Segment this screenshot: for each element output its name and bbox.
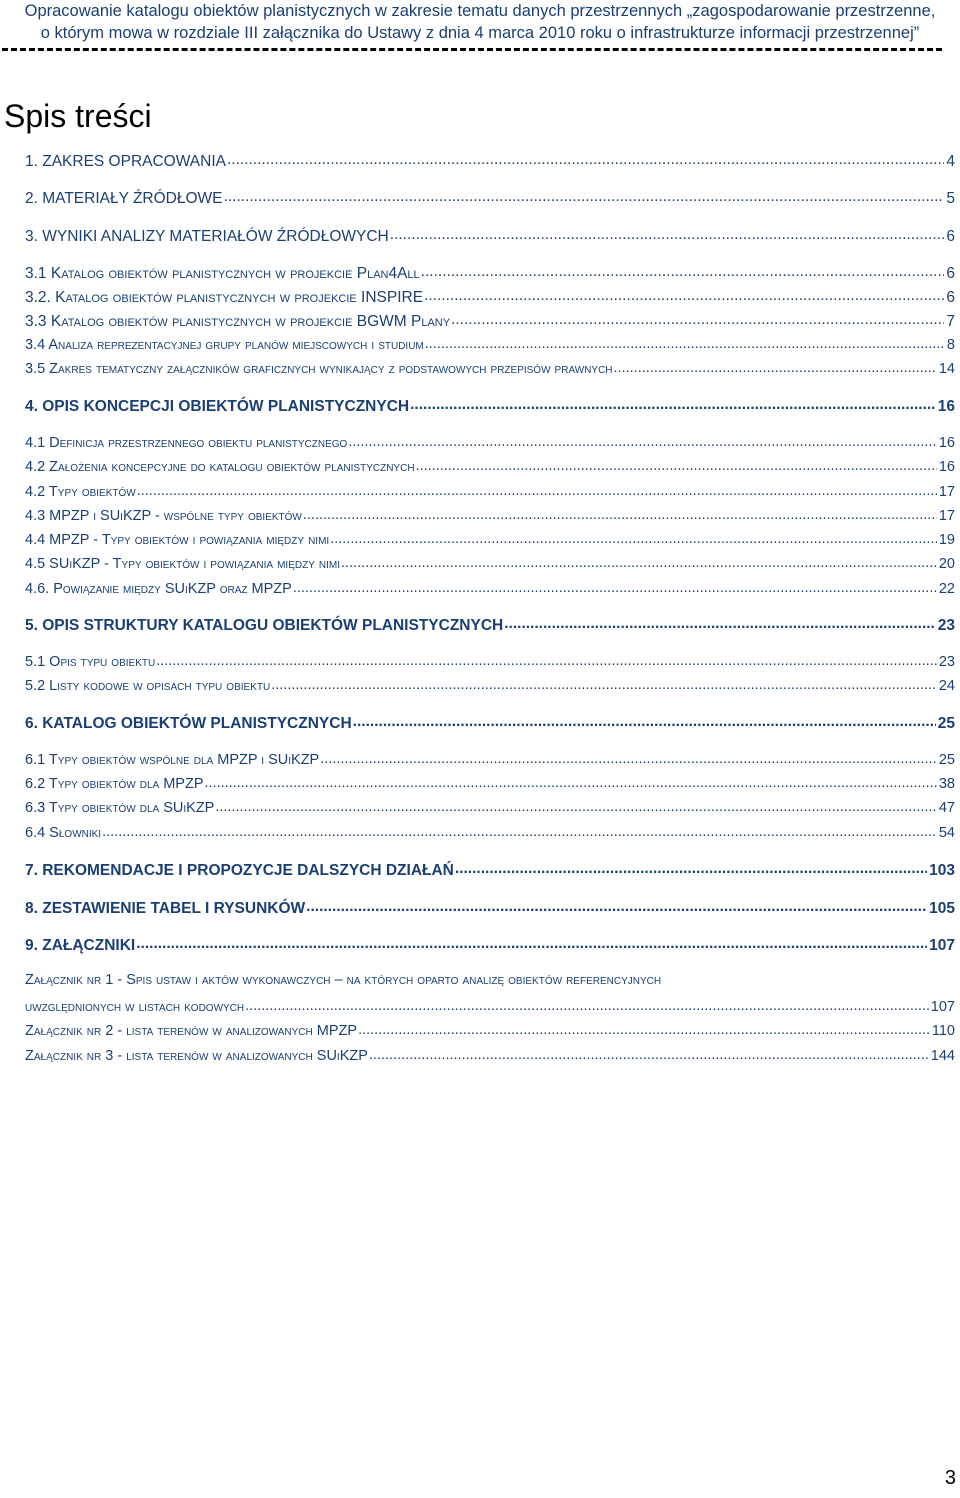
toc-entry[interactable] <box>25 432 955 454</box>
page-title: Spis treści <box>4 98 152 134</box>
toc-entry-label: 3. WYNIKI ANALIZY MATERIAŁÓW ŹRÓDŁOWYCH <box>25 227 389 245</box>
toc-entry-label: 3.5 Zakres tematyczny załączników graficznych wynikający z podstawowych przepisów prawnych <box>25 360 613 377</box>
toc-entry[interactable] <box>25 1045 955 1067</box>
toc-leader <box>214 797 937 812</box>
header-separator <box>2 48 942 54</box>
toc-entry-label: 1. ZAKRES OPRACOWANIA <box>25 152 226 170</box>
toc-entry[interactable] <box>25 859 955 881</box>
toc-entry-label: 3.4 Analiza reprezentacyjnej grupy planów miejscowych i studium <box>25 336 424 353</box>
toc-entry-label: 3.1 Katalog obiektów planistycznych w projekcie Plan4All <box>25 264 420 282</box>
toc-entry-label: 6.3 Typy obiektów dla SUiKZP <box>25 799 215 816</box>
toc-leader <box>204 773 937 788</box>
toc-entry-page: 25 <box>938 751 955 768</box>
toc-entry[interactable] <box>25 225 955 247</box>
toc-entry-label: 4.3 MPZP i SUiKZP - wspólne typy obiektów <box>25 507 302 524</box>
toc-entry[interactable] <box>25 481 955 503</box>
toc-entry-label: 4. OPIS KONCEPCJI OBIEKTÓW PLANISTYCZNYCH <box>25 397 410 415</box>
toc-entry-page: 38 <box>938 775 955 792</box>
toc-entry[interactable] <box>25 286 955 308</box>
toc-entry[interactable] <box>25 395 955 417</box>
toc-entry-label: 4.2 Założenia koncepcyjne do katalogu obiektów planistycznych <box>25 458 415 475</box>
toc-entry-continued[interactable] <box>25 972 955 988</box>
toc-leader <box>415 456 937 471</box>
toc-entry-label: 4.1 Definicja przestrzennego obiektu planistycznego <box>25 434 348 451</box>
toc-entry[interactable] <box>25 749 955 771</box>
toc-leader <box>409 395 936 411</box>
toc-leader <box>155 651 937 666</box>
toc-entry-page: 54 <box>938 824 955 841</box>
toc-entry-label: 9. ZAŁĄCZNIKI <box>25 936 136 954</box>
toc-entry-label: 3.2. Katalog obiektów planistycznych w projekcie INSPIRE <box>25 288 424 306</box>
toc-leader <box>226 150 944 166</box>
toc-leader <box>352 712 936 728</box>
toc-entry-label: 5.1 Opis typu obiektu <box>25 653 156 670</box>
toc-entry-page: 110 <box>931 1022 955 1039</box>
toc-entry-page: 105 <box>929 899 955 917</box>
toc-entry[interactable] <box>25 996 955 1018</box>
toc-entry-label: 2. MATERIAŁY ŹRÓDŁOWE <box>25 189 223 207</box>
toc-entry-label: 6.2 Typy obiektów dla MPZP <box>25 775 204 792</box>
page-number: 3 <box>944 1467 956 1489</box>
toc-entry-page: 103 <box>929 861 955 879</box>
toc-entry-page: 20 <box>938 555 955 572</box>
toc-leader <box>450 310 944 326</box>
toc-leader <box>368 1045 929 1060</box>
toc-entry-label: 6. KATALOG OBIEKTÓW PLANISTYCZNYCH <box>25 714 352 732</box>
toc-entry[interactable] <box>25 773 955 795</box>
toc-leader <box>389 225 945 241</box>
toc-entry-page: 19 <box>938 531 955 548</box>
toc-leader <box>270 675 937 690</box>
toc-entry-label: 3.3 Katalog obiektów planistycznych w projekcie BGWM Plany <box>25 312 451 330</box>
toc-entry-page: 47 <box>938 799 955 816</box>
toc-leader <box>347 432 937 447</box>
toc-leader <box>244 996 929 1011</box>
toc-leader <box>357 1020 930 1035</box>
toc-entry-label: Załącznik nr 1 - Spis ustaw i aktów wykonawczych – na których oparto analizę obiektów referencyjnych <box>25 972 662 988</box>
toc-entry[interactable] <box>25 1020 955 1042</box>
toc-leader <box>305 897 927 913</box>
toc-leader <box>135 934 927 950</box>
toc-entry-label: 6.1 Typy obiektów wspólne dla MPZP i SUiKZP <box>25 751 320 768</box>
header-line-2: o którym mowa w rozdziale III załącznika do Ustawy z dnia 4 marca 2010 roku o infrastrukturze informacji przestrzennej” <box>40 24 920 42</box>
toc-leader <box>423 286 944 302</box>
toc-entry-page: 107 <box>930 998 955 1015</box>
toc-entry-page: 16 <box>938 458 955 475</box>
toc-entry[interactable] <box>25 578 955 600</box>
toc-leader <box>101 822 937 837</box>
toc-entry-label: 4.5 SUiKZP - Typy obiektów i powiązania między nimi <box>25 555 341 572</box>
toc-entry[interactable] <box>25 553 955 575</box>
toc-entry-page: 14 <box>938 360 955 377</box>
header-line-1: Opracowanie katalogu obiektów planistycznych w zakresie tematu danych przestrzennych „zagospodarowanie przestrzenne, <box>24 2 936 20</box>
document-header <box>0 0 960 44</box>
toc-entry-page: 7 <box>946 312 955 330</box>
toc-entry[interactable] <box>25 505 955 527</box>
toc-entry[interactable] <box>25 334 955 356</box>
toc-entry-page: 5 <box>946 189 955 207</box>
toc-entry-page: 23 <box>937 616 955 634</box>
toc-entry-page: 107 <box>929 936 955 954</box>
toc-leader <box>340 553 937 568</box>
toc-leader <box>503 614 936 630</box>
toc-entry-label: 8. ZESTAWIENIE TABEL I RYSUNKÓW <box>25 899 306 917</box>
toc-entry-page: 6 <box>946 264 955 282</box>
toc-entry-label: 4.6. Powiązanie między SUiKZP oraz MPZP <box>25 580 292 597</box>
toc-entry-page: 22 <box>938 580 955 597</box>
toc-entry-label: uwzględnionych w listach kodowych <box>25 998 245 1015</box>
toc-leader <box>136 481 937 496</box>
toc-entry[interactable] <box>25 150 955 172</box>
toc-entry[interactable] <box>25 187 955 209</box>
toc-entry-page: 8 <box>946 336 955 353</box>
toc-leader <box>302 505 937 520</box>
toc-entry[interactable] <box>25 934 955 956</box>
toc-leader <box>223 187 945 203</box>
toc-entry[interactable] <box>25 797 955 819</box>
toc-leader <box>613 358 937 373</box>
toc-entry-label: Załącznik nr 3 - lista terenów w analizowanych SUiKZP <box>25 1047 368 1064</box>
toc-entry-page: 25 <box>937 714 955 732</box>
toc-entry[interactable] <box>25 675 955 697</box>
toc-entry-page: 17 <box>938 483 955 500</box>
toc-entry-page: 23 <box>938 653 955 670</box>
toc-entry-label: 5. OPIS STRUKTURY KATALOGU OBIEKTÓW PLANISTYCZNYCH <box>25 616 504 634</box>
toc-entry-page: 6 <box>946 227 955 245</box>
toc-leader <box>420 262 945 278</box>
toc-entry-page: 17 <box>938 507 955 524</box>
toc-entry[interactable] <box>25 456 955 478</box>
toc-entry-label: 4.2 Typy obiektów <box>25 483 136 500</box>
toc-leader <box>319 749 937 764</box>
toc-entry[interactable] <box>25 310 955 332</box>
toc-entry[interactable] <box>25 262 955 284</box>
toc-entry-page: 16 <box>938 434 955 451</box>
toc-entry-page: 4 <box>946 152 955 170</box>
toc-leader <box>454 859 927 875</box>
toc-entry-label: 7. REKOMENDACJE I PROPOZYCJE DALSZYCH DZIAŁAŃ <box>25 861 454 879</box>
toc-leader <box>424 334 945 349</box>
toc-entry-page: 144 <box>930 1047 955 1064</box>
toc-entry[interactable] <box>25 897 955 919</box>
toc-entry-label: 6.4 Słowniki <box>25 824 102 841</box>
toc-entry[interactable] <box>25 614 955 636</box>
toc-entry-page: 16 <box>937 397 955 415</box>
toc-entry[interactable] <box>25 529 955 551</box>
toc-entry[interactable] <box>25 712 955 734</box>
toc-entry-label: 5.2 Listy kodowe w opisach typu obiektu <box>25 677 271 694</box>
toc-entry[interactable] <box>25 358 955 380</box>
toc-entry[interactable] <box>25 651 955 673</box>
toc-entry-label: Załącznik nr 2 - lista terenów w analizowanych MPZP <box>25 1022 358 1039</box>
toc-entry-page: 24 <box>938 677 955 694</box>
toc-leader <box>329 529 937 544</box>
toc-entry[interactable] <box>25 822 955 844</box>
toc-entry-label: 4.4 MPZP - Typy obiektów i powiązania między nimi <box>25 531 330 548</box>
toc-entry-page: 6 <box>946 288 955 306</box>
toc-leader <box>292 578 937 593</box>
